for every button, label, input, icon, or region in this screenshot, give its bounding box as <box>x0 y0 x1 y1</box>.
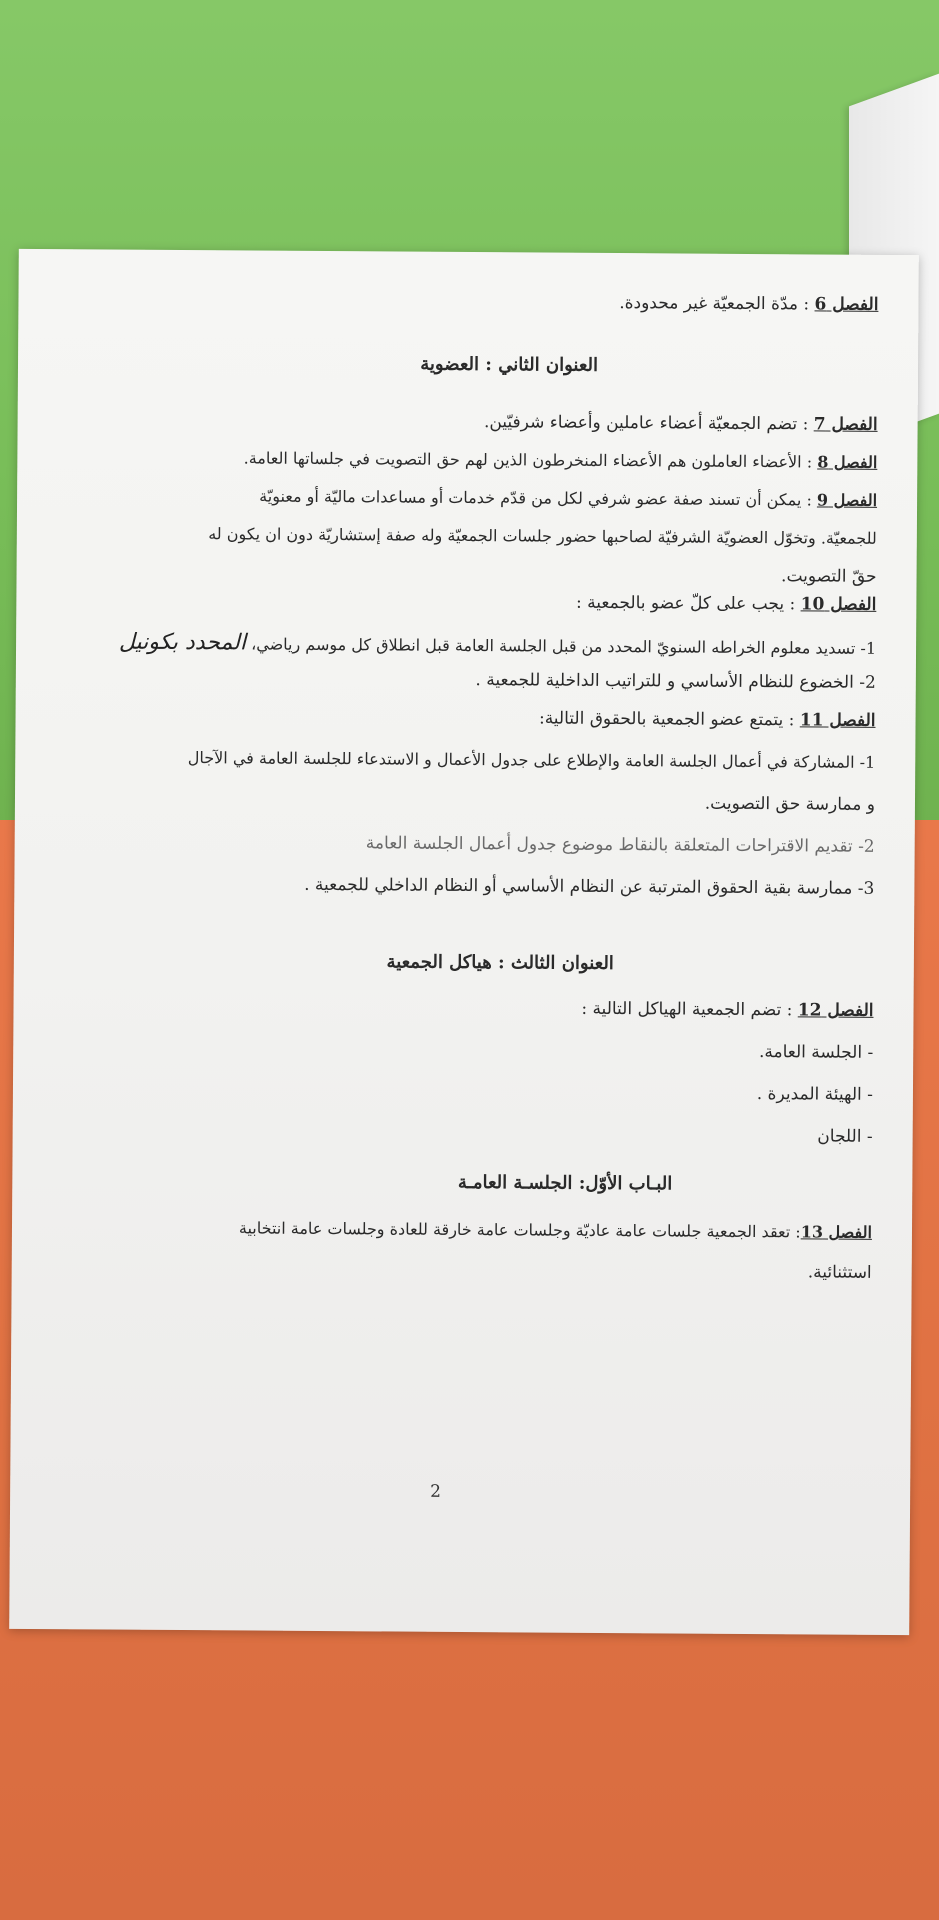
document-body <box>59 289 879 1283</box>
article-11-item-2: 2- تقديم الاقتراحات المتعلقة بالنقاط موضوع جدول أعمال الجلسة العامة <box>365 833 875 857</box>
article-10: الفصل 10 : يجب على كلّ عضو بالجمعية : <box>575 592 877 615</box>
article-10-item-1: 1- تسديد معلوم الخراطه السنويّ المحدد من قبل الجلسة العامة قبل انطلاق كل موسم رياضي، المحدد بكونيل <box>118 629 877 658</box>
article-11: الفصل 11 : يتمتع عضو الجمعية بالحقوق التالية: <box>538 708 876 731</box>
article-12: الفصل 12 : تضم الجمعية الهياكل التالية : <box>581 998 874 1021</box>
handwritten-note: المحدد بكونيل <box>118 629 247 656</box>
section-title-structures: العنوان الثالث : هياكل الجمعية <box>386 951 614 975</box>
article-13: الفصل 13: تعقد الجمعية جلسات عامة عاديّة وجلسات عامة خارقة للعادة وجلسات عامة انتخابية <box>238 1218 873 1242</box>
structure-board: - الهيئة المديرة . <box>756 1084 874 1105</box>
article-8: الفصل 8 : الأعضاء العاملون هم الأعضاء المنخرطون الذين لهم حق التصويت في جلساتها العامة. <box>243 448 878 472</box>
structure-general-assembly: - الجلسة العامة. <box>758 1042 874 1063</box>
article-13-cont: استثنائية. <box>807 1262 872 1283</box>
section-title-membership: العنوان الثاني : العضوية <box>420 353 599 376</box>
page-number: 2 <box>430 1481 442 1502</box>
chapter-title-general-assembly: البـاب الأوّل: الجلسـة العامـة <box>457 1171 673 1195</box>
document-page <box>9 249 919 1635</box>
article-6: الفصل 6 : مدّة الجمعيّة غير محدودة. <box>619 293 879 315</box>
article-9-cont-2: حقّ التصويت. <box>781 566 877 587</box>
article-9-cont-1: للجمعيّة. وتخوّل العضويّة الشرفيّة لصاحبها حضور جلسات الجمعيّة وله صفة إستشاريّة دون ان يكون له <box>208 524 877 548</box>
article-9: الفصل 9 : يمكن أن تسند صفة عضو شرفي لكل من قدّم خدمات أو مساعدات ماليّة أو معنويّة <box>259 486 878 510</box>
article-7: الفصل 7 : تضم الجمعيّة أعضاء عاملين وأعضاء شرفيّين. <box>483 412 878 435</box>
structure-committees: - اللجان <box>817 1126 873 1147</box>
article-11-item-3: 3- ممارسة بقية الحقوق المترتبة عن النظام الأساسي أو النظام الداخلي للجمعية . <box>304 874 875 899</box>
article-10-item-2: 2- الخضوع للنظام الأساسي و للتراتيب الداخلية للجمعية . <box>475 670 876 693</box>
article-11-item-1-cont: و ممارسة حق التصويت. <box>704 793 876 815</box>
article-11-item-1: 1- المشاركة في أعمال الجلسة العامة والإطلاع على جدول الأعمال و الاستدعاء للجلسة العامة في الآجال <box>187 748 876 772</box>
